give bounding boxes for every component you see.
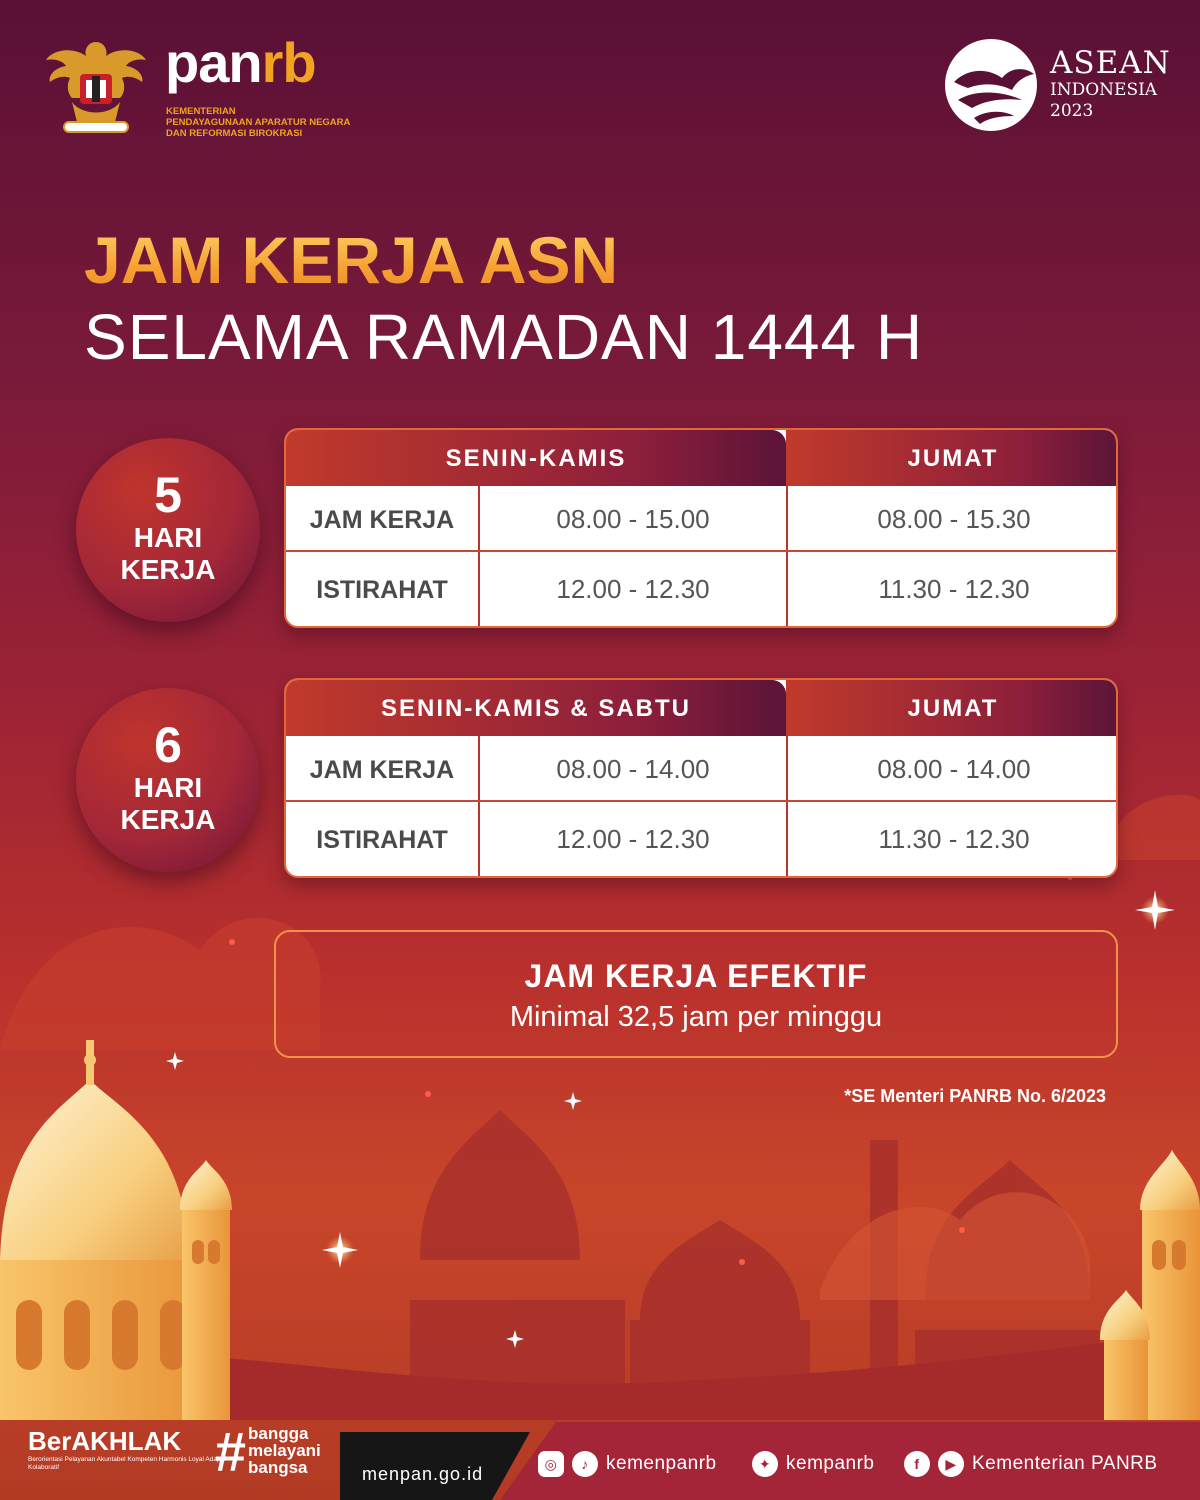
effective-hours-box [274, 930, 1118, 1058]
istirahat-senin-kamis: 12.00 - 12.30 [556, 574, 710, 604]
tiktok-icon: ♪ [572, 1451, 598, 1477]
istirahat-senin-kamis-sabtu: 12.00 - 12.30 [556, 824, 710, 854]
hashtag-icon: # [214, 1420, 246, 1483]
panrb-logo-text: panrb [165, 31, 316, 94]
effective-hours-subtitle: Minimal 32,5 jam per minggu [509, 1001, 883, 1033]
regulation-footnote: *SE Menteri PANRB No. 6/2023 [844, 1086, 1106, 1106]
six-day-badge: 6 HARI KERJA [76, 688, 260, 872]
row-label-istirahat: ISTIRAHAT [316, 826, 448, 854]
row-label-jam-kerja: JAM KERJA [309, 506, 455, 534]
jam-kerja-senin-kamis-sabtu: 08.00 - 14.00 [556, 754, 710, 784]
bangga-melayani-bangsa-logo: bangga melayani bangsa [248, 1424, 321, 1477]
page-subtitle: SELAMA RAMADAN 1444 H [84, 301, 924, 373]
berakhlak-tagline: Berorientasi Pelayanan Akuntabel Kompeten Harmonis Loyal Adaptif Kolaboratif [28, 1456, 226, 1471]
asean-indonesia-2023-logo: ASEAN INDONESIA 2023 [1050, 45, 1171, 121]
six-day-schedule-table [284, 678, 1118, 878]
istirahat-jumat: 11.30 - 12.30 [878, 574, 1030, 604]
instagram-icon: ◎ [538, 1451, 564, 1477]
row-label-jam-kerja: JAM KERJA [309, 756, 455, 784]
ministry-name: KEMENTERIAN PENDAYAGUNAAN APARATUR NEGARA DAN REFORMASI BIROKRASI [166, 106, 351, 139]
website-link[interactable]: menpan.go.id [362, 1464, 484, 1484]
berakhlak-logo: BerAKHLAK [28, 1426, 182, 1456]
istirahat-jumat: 11.30 - 12.30 [878, 824, 1030, 854]
header-senin-kamis: SENIN-KAMIS [445, 445, 627, 472]
garuda-emblem-icon [42, 36, 150, 140]
jam-kerja-jumat: 08.00 - 14.00 [877, 754, 1031, 784]
header-senin-kamis-sabtu: SENIN-KAMIS & SABTU [380, 695, 691, 722]
social-facebook-youtube[interactable]: f ▶ Kementerian PANRB [904, 1450, 1158, 1478]
header-jumat: JUMAT [907, 445, 999, 472]
jam-kerja-jumat: 08.00 - 15.30 [877, 504, 1031, 534]
twitter-icon: ✦ [752, 1451, 778, 1477]
youtube-icon: ▶ [938, 1451, 964, 1477]
header-jumat: JUMAT [907, 695, 999, 722]
five-day-badge: 5 HARI KERJA [76, 438, 260, 622]
effective-hours-title: JAM KERJA EFEKTIF [524, 958, 868, 994]
social-twitter[interactable]: ✦ kempanrb [752, 1450, 875, 1478]
facebook-icon: f [904, 1451, 930, 1477]
five-day-schedule-table [284, 428, 1118, 628]
asean-emblem-icon [944, 38, 1038, 132]
jam-kerja-senin-kamis: 08.00 - 15.00 [556, 504, 710, 534]
page-title: JAM KERJA ASN [84, 223, 619, 297]
social-instagram-tiktok[interactable]: ◎ ♪ kemenpanrb [538, 1450, 717, 1478]
row-label-istirahat: ISTIRAHAT [316, 576, 448, 604]
